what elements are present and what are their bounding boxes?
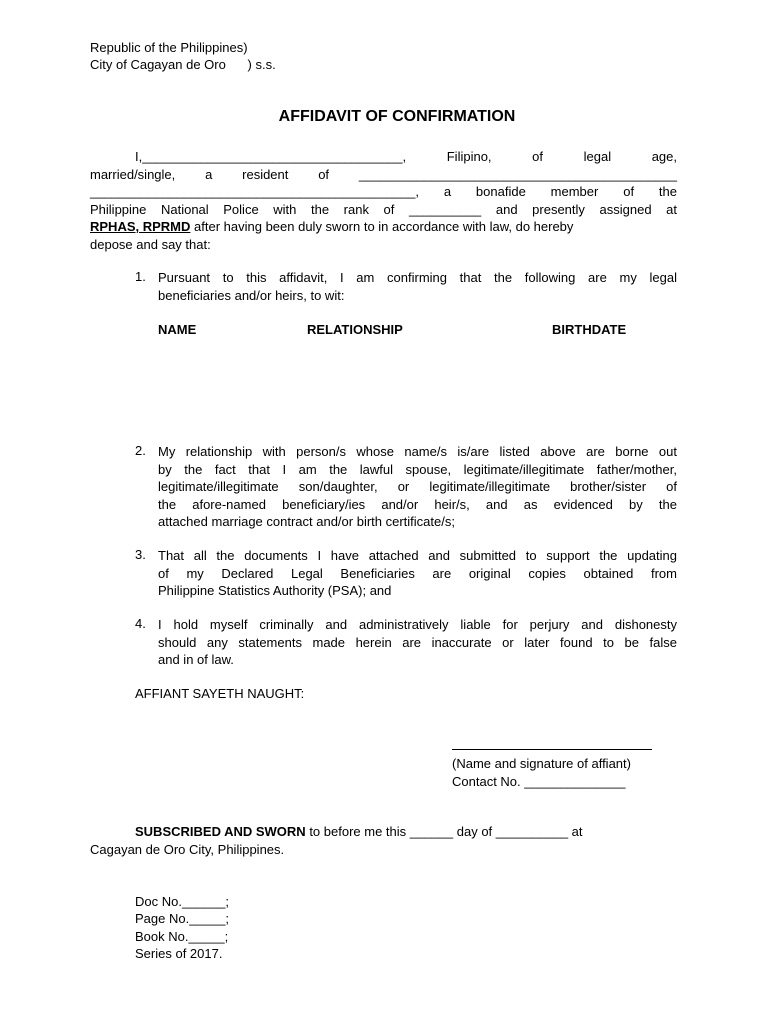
item-3-text — [158, 547, 677, 600]
signature-caption: (Name and signature of affiant) — [452, 756, 631, 771]
intro-line-2: married/single, a resident of ____________________________________________ — [90, 166, 677, 182]
header-city: City of Cagayan de Oro ) s.s. — [90, 57, 276, 72]
column-header-birthdate: BIRTHDATE — [552, 322, 627, 337]
item-2-line-3: legitimate/illegitimate son/daughter, or legitimate/illegitimate brother/sister of — [158, 479, 677, 494]
item-4-line-2: should any statements made herein are inaccurate or later found to be false — [158, 634, 677, 650]
column-header-relationship: RELATIONSHIP — [307, 322, 403, 337]
item-2-line-5: attached marriage contract and/or birth certificate/s; — [158, 514, 455, 529]
intro-line-6: depose and say that: — [90, 236, 211, 252]
header-republic: Republic of the Philippines) — [90, 40, 248, 55]
contact-number-field: Contact No. ______________ — [452, 774, 626, 789]
intro-line-5-rest: after having been duly sworn to in accordance with law, do hereby — [190, 219, 574, 234]
notary-book-no: Book No._____; — [135, 929, 229, 944]
column-header-name: NAME — [158, 322, 197, 337]
item-2-number: 2. — [135, 443, 146, 458]
notary-page-no: Page No._____; — [135, 911, 229, 926]
jurat-line-1 — [135, 823, 583, 841]
jurat-rest: to before me this ______ day of __________ at — [305, 824, 583, 839]
item-4-text — [158, 616, 677, 669]
jurat-line-2: Cagayan de Oro City, Philippines. — [90, 842, 285, 857]
assignment-unit: RPHAS, RPRMD — [90, 219, 191, 234]
item-1-text — [158, 269, 677, 304]
item-4-line-1: I hold myself criminally and administratively liable for perjury and dishonesty — [158, 617, 677, 632]
intro-line-4: Philippine National Police with the rank of __________ and presently assigned at — [90, 201, 677, 217]
item-2-text — [158, 443, 677, 531]
item-1-number: 1. — [135, 269, 146, 284]
item-2-line-2: by the fact that I am the lawful spouse, legitimate/illegitimate father/mother, — [158, 461, 677, 477]
jurat-bold: SUBSCRIBED AND SWORN — [135, 824, 306, 839]
item-3-line-1: That all the documents I have attached and submitted to support the updating — [158, 548, 677, 563]
item-2-line-1: My relationship with person/s whose name/s is/are listed above are borne out — [158, 444, 677, 459]
notary-series: Series of 2017. — [135, 946, 223, 961]
intro-line-1: I,____________________________________, Filipino, of legal age, — [135, 149, 677, 164]
item-1-line-1: Pursuant to this affidavit, I am confirming that the following are my legal — [158, 270, 677, 285]
affiant-sayeth-naught: AFFIANT SAYETH NAUGHT: — [135, 686, 305, 701]
document-title: AFFIDAVIT OF CONFIRMATION — [278, 108, 516, 125]
signature-line — [452, 749, 652, 750]
item-3-line-3: Philippine Statistics Authority (PSA); and — [158, 583, 392, 598]
item-4-number: 4. — [135, 616, 146, 631]
item-2-line-4: the afore-named beneficiary/ies and/or heir/s, and as evidenced by the — [158, 496, 677, 512]
item-3-number: 3. — [135, 547, 146, 562]
item-4-line-3: and in of law. — [158, 652, 234, 667]
item-3-line-2: of my Declared Legal Beneficiaries are original copies obtained from — [158, 565, 677, 581]
intro-paragraph — [90, 148, 677, 253]
notary-doc-no: Doc No.______; — [135, 894, 229, 909]
item-1-line-2: beneficiaries and/or heirs, to wit: — [158, 287, 345, 303]
intro-line-5 — [90, 218, 677, 236]
intro-line-3: _____________________________________________, a bonafide member of the — [90, 184, 677, 199]
